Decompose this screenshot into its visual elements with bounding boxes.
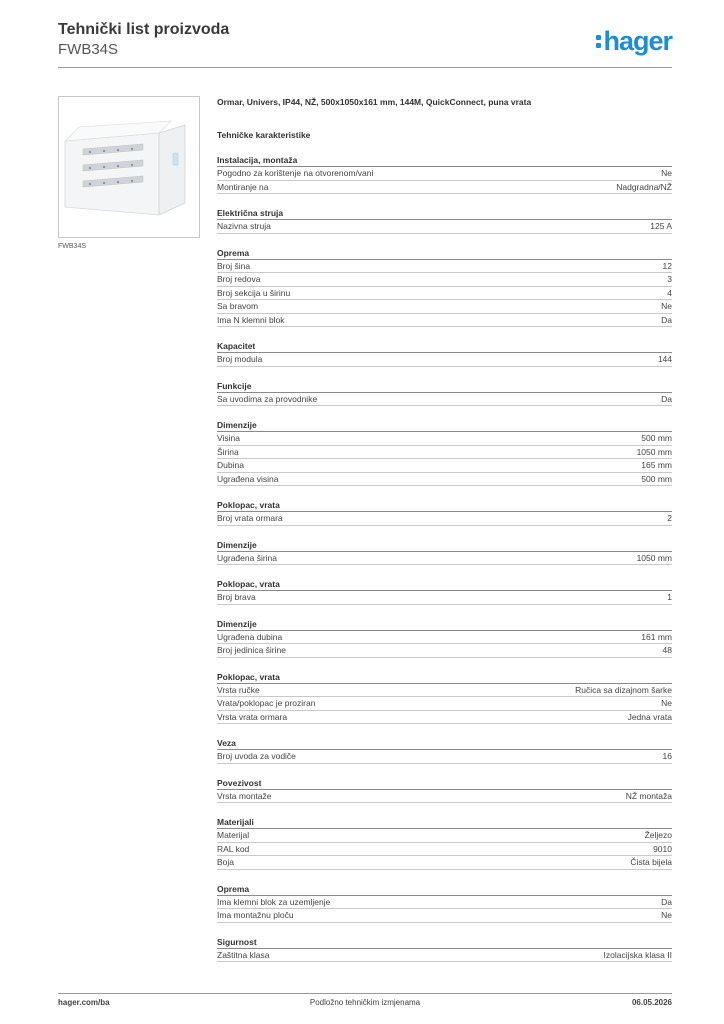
spec-row xyxy=(217,287,672,301)
spec-section xyxy=(217,738,672,764)
spec-section xyxy=(217,540,672,566)
page-footer xyxy=(58,998,672,1010)
header-divider xyxy=(58,67,672,68)
spec-row xyxy=(217,896,672,910)
spec-value: Da xyxy=(661,393,672,404)
spec-section xyxy=(217,884,672,923)
spec-label: Nazivna struja xyxy=(217,221,271,231)
spec-label: Broj redova xyxy=(217,274,261,284)
spec-row xyxy=(217,512,672,526)
spec-section xyxy=(217,155,672,194)
spec-value: 3 xyxy=(667,274,672,284)
spec-section xyxy=(217,208,672,234)
spec-section xyxy=(217,778,672,804)
spec-section xyxy=(217,817,672,870)
section-title: Sigurnost xyxy=(217,937,672,949)
image-caption: FWB34S xyxy=(58,243,87,250)
spec-section xyxy=(217,579,672,605)
section-title: Kapacitet xyxy=(217,341,672,353)
spec-row xyxy=(217,181,672,195)
spec-value: Nadgradna/NŽ xyxy=(616,181,672,192)
spec-section xyxy=(217,381,672,407)
spec-value: 48 xyxy=(662,645,672,655)
spec-label: Sa bravom xyxy=(217,301,259,311)
spec-value: Željezo xyxy=(644,830,672,840)
section-title: Materijali xyxy=(217,817,672,829)
spec-label: Vrsta vrata ormara xyxy=(217,711,288,722)
spec-label: Dubina xyxy=(217,460,244,470)
spec-row xyxy=(217,432,672,446)
spec-section xyxy=(217,619,672,658)
spec-section xyxy=(217,937,672,963)
section-title: Poklopac, vrata xyxy=(217,672,672,684)
hager-logo xyxy=(596,26,672,56)
spec-value: 125 A xyxy=(650,221,672,231)
document-title: Tehnički list proizvoda xyxy=(58,21,230,38)
spec-label: Materijal xyxy=(217,830,250,840)
spec-row xyxy=(217,644,672,658)
spec-value: Ne xyxy=(661,698,672,708)
spec-row xyxy=(217,353,672,367)
spec-value: Ne xyxy=(661,301,672,311)
spec-value: Izolacijska klasa II xyxy=(603,949,672,960)
spec-label: Vrsta ručke xyxy=(217,684,260,695)
cabinet-photo-icon xyxy=(59,97,199,237)
spec-value: Ne xyxy=(661,910,672,920)
spec-row xyxy=(217,220,672,234)
spec-content xyxy=(217,96,672,962)
spec-row xyxy=(217,843,672,857)
product-image xyxy=(58,96,200,238)
spec-row xyxy=(217,260,672,274)
spec-value: 500 mm xyxy=(641,433,672,443)
spec-value: Ručica sa dizajnom šarke xyxy=(575,684,672,695)
section-title: Dimenzije xyxy=(217,420,672,432)
spec-value: 16 xyxy=(662,751,672,761)
spec-label: Ugrađena širina xyxy=(217,552,278,563)
logo-wordmark: hager xyxy=(603,26,672,56)
spec-value: NŽ montaža xyxy=(625,790,672,801)
spec-value: 1 xyxy=(667,592,672,602)
spec-label: Visina xyxy=(217,433,240,443)
spec-label: Broj jedinica širine xyxy=(217,645,286,655)
spec-label: Broj vrata ormara xyxy=(217,513,283,523)
spec-value: 4 xyxy=(667,287,672,298)
spec-value: Jedna vrata xyxy=(627,711,672,722)
section-title: Funkcije xyxy=(217,381,672,393)
spec-label: Širina xyxy=(217,446,239,457)
spec-row xyxy=(217,697,672,711)
spec-row xyxy=(217,684,672,698)
spec-value: Čista bijela xyxy=(630,857,672,867)
spec-value: 2 xyxy=(667,513,672,523)
spec-label: Broj brava xyxy=(217,592,256,602)
spec-value: 165 mm xyxy=(641,460,672,470)
spec-row xyxy=(217,552,672,566)
spec-label: Broj modula xyxy=(217,354,263,364)
spec-label: Montiranje na xyxy=(217,181,269,192)
section-title: Poklopac, vrata xyxy=(217,500,672,512)
spec-section xyxy=(217,248,672,328)
spec-row xyxy=(217,829,672,843)
spec-row xyxy=(217,790,672,804)
spec-label: Ima montažnu ploču xyxy=(217,910,294,920)
section-title: Oprema xyxy=(217,248,672,260)
spec-section xyxy=(217,672,672,725)
spec-value: 1050 mm xyxy=(636,446,672,457)
spec-label: Ima N klemni blok xyxy=(217,314,285,325)
spec-label: Broj sekcija u širinu xyxy=(217,287,291,298)
spec-row xyxy=(217,631,672,645)
spec-label: Vrata/poklopac je proziran xyxy=(217,698,316,708)
footer-date: 06.05.2026 xyxy=(631,998,672,1007)
spec-section xyxy=(217,420,672,486)
spec-value: 500 mm xyxy=(641,473,672,484)
spec-label: Sa uvodima za provodnike xyxy=(217,393,318,404)
spec-label: Broj šina xyxy=(217,260,251,271)
footer-website: hager.com/ba xyxy=(58,998,110,1007)
section-title: Instalacija, montaža xyxy=(217,155,672,167)
spec-label: Vrsta montaže xyxy=(217,790,272,801)
logo-colon-icon xyxy=(596,35,601,48)
spec-row xyxy=(217,393,672,407)
spec-row xyxy=(217,909,672,923)
spec-label: Ugrađena visina xyxy=(217,473,279,484)
spec-value: Ne xyxy=(661,168,672,178)
spec-label: Broj uvoda za vodiče xyxy=(217,751,296,761)
section-title: Povezivost xyxy=(217,778,672,790)
spec-section xyxy=(217,500,672,526)
spec-value: 1050 mm xyxy=(636,552,672,563)
product-description: Ormar, Univers, IP44, NŽ, 500x1050x161 mm, 144M, QuickConnect, puna vrata xyxy=(217,97,532,107)
spec-value: 144 xyxy=(657,354,672,364)
spec-label: RAL kod xyxy=(217,843,250,854)
spec-value: 9010 xyxy=(653,843,672,854)
section-title: Veza xyxy=(217,738,672,750)
spec-value: 161 mm xyxy=(641,631,672,642)
spec-row xyxy=(217,750,672,764)
spec-row xyxy=(217,711,672,725)
footer-divider xyxy=(58,993,672,994)
spec-row xyxy=(217,314,672,328)
section-title: Poklopac, vrata xyxy=(217,579,672,591)
spec-row xyxy=(217,300,672,314)
spec-row xyxy=(217,459,672,473)
spec-section xyxy=(217,341,672,367)
spec-label: Boja xyxy=(217,857,235,867)
product-code: FWB34S xyxy=(58,41,119,58)
tech-characteristics-heading: Tehničke karakteristike xyxy=(217,130,311,140)
section-title: Dimenzije xyxy=(217,540,672,552)
section-title: Oprema xyxy=(217,884,672,896)
spec-sections xyxy=(217,155,672,962)
spec-row xyxy=(217,446,672,460)
spec-label: Ugrađena dubina xyxy=(217,631,283,642)
spec-label: Zaštitna klasa xyxy=(217,949,270,960)
spec-row xyxy=(217,591,672,605)
page-header xyxy=(58,20,672,59)
footer-notice: Podložno tehničkim izmjenama xyxy=(309,998,421,1007)
spec-value: Da xyxy=(661,896,672,907)
spec-row xyxy=(217,473,672,487)
section-title: Dimenzije xyxy=(217,619,672,631)
spec-label: Ima klemni blok za uzemljenje xyxy=(217,896,331,907)
spec-row xyxy=(217,949,672,963)
spec-row xyxy=(217,856,672,870)
spec-row xyxy=(217,167,672,181)
section-title: Električna struja xyxy=(217,208,672,220)
spec-value: Da xyxy=(661,314,672,325)
spec-row xyxy=(217,273,672,287)
spec-label: Pogodno za korištenje na otvorenom/vani xyxy=(217,168,374,178)
spec-value: 12 xyxy=(662,260,672,271)
